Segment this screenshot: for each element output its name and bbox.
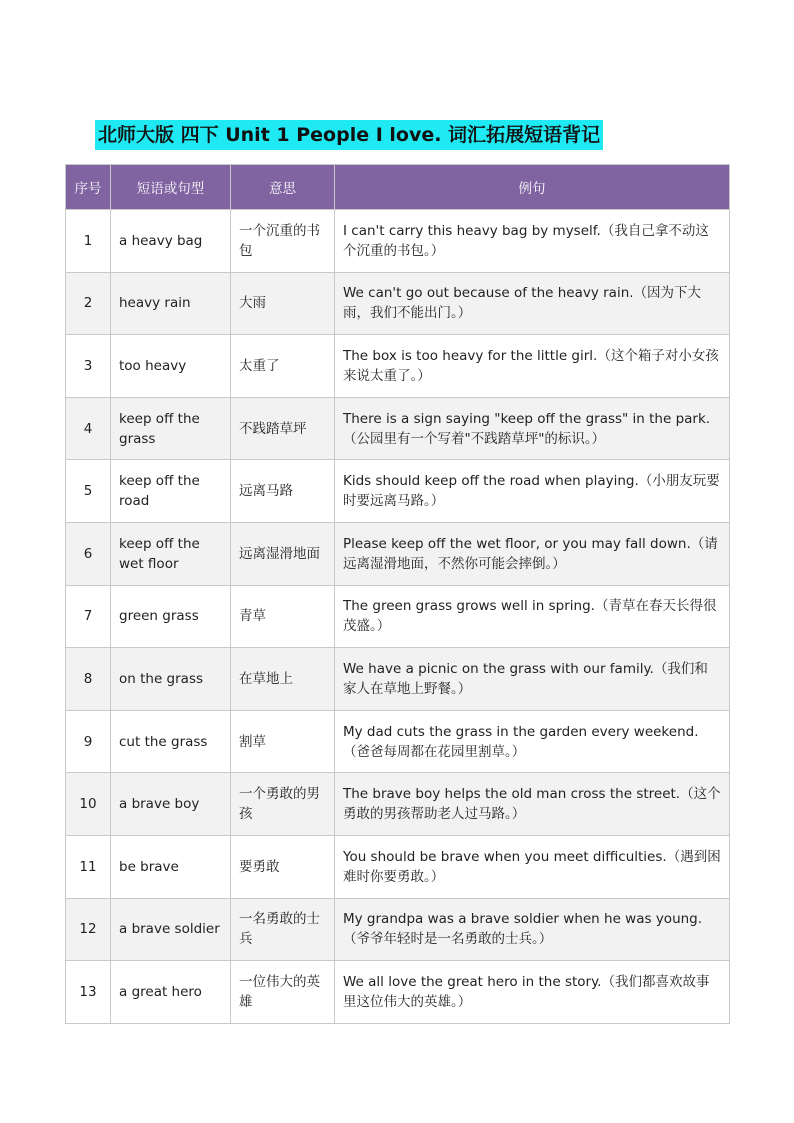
- table-row: [66, 835, 730, 898]
- header-example: 例句: [335, 165, 730, 210]
- table-header: [66, 165, 730, 210]
- row-phrase: keep off the wet floor: [111, 522, 231, 585]
- row-number: 12: [66, 898, 111, 961]
- row-meaning: 太重了: [231, 335, 335, 398]
- table-row: [66, 710, 730, 773]
- row-number: 2: [66, 272, 111, 335]
- row-example: We all love the great hero in the story.（我们都喜欢故事里这位伟大的英雄。）: [335, 961, 730, 1024]
- row-meaning: 远离湿滑地面: [231, 522, 335, 585]
- table-row: [66, 210, 730, 273]
- row-number: 4: [66, 397, 111, 460]
- table-row: [66, 961, 730, 1024]
- row-meaning: 一名勇敢的士兵: [231, 898, 335, 961]
- table-row: [66, 335, 730, 398]
- row-phrase: cut the grass: [111, 710, 231, 773]
- table-row: [66, 397, 730, 460]
- row-meaning: 大雨: [231, 272, 335, 335]
- header-meaning: 意思: [231, 165, 335, 210]
- table-row: [66, 773, 730, 836]
- row-phrase: heavy rain: [111, 272, 231, 335]
- row-meaning: 不践踏草坪: [231, 397, 335, 460]
- row-meaning: 一位伟大的英雄: [231, 961, 335, 1024]
- table-row: [66, 272, 730, 335]
- row-meaning: 远离马路: [231, 460, 335, 523]
- header-number: 序号: [66, 165, 111, 210]
- row-meaning: 一个沉重的书包: [231, 210, 335, 273]
- header-row: [66, 165, 730, 210]
- row-number: 5: [66, 460, 111, 523]
- row-phrase: too heavy: [111, 335, 231, 398]
- row-phrase: a brave boy: [111, 773, 231, 836]
- row-number: 9: [66, 710, 111, 773]
- row-meaning: 青草: [231, 585, 335, 648]
- table-row: [66, 898, 730, 961]
- row-meaning: 要勇敢: [231, 835, 335, 898]
- row-example: The box is too heavy for the little girl.（这个箱子对小女孩来说太重了。）: [335, 335, 730, 398]
- row-example: The brave boy helps the old man cross the street.（这个勇敢的男孩帮助老人过马路。）: [335, 773, 730, 836]
- row-number: 7: [66, 585, 111, 648]
- row-example: We have a picnic on the grass with our family.（我们和家人在草地上野餐。）: [335, 648, 730, 711]
- table-body: [66, 210, 730, 1024]
- row-number: 8: [66, 648, 111, 711]
- row-phrase: on the grass: [111, 648, 231, 711]
- row-example: Kids should keep off the road when playing.（小朋友玩要时要远离马路。）: [335, 460, 730, 523]
- row-phrase: a brave soldier: [111, 898, 231, 961]
- row-meaning: 一个勇敢的男孩: [231, 773, 335, 836]
- table-row: [66, 522, 730, 585]
- row-phrase: keep off the grass: [111, 397, 231, 460]
- row-example: We can't go out because of the heavy rain.（因为下大雨，我们不能出门。）: [335, 272, 730, 335]
- row-example: My dad cuts the grass in the garden every weekend.（爸爸每周都在花园里割草。）: [335, 710, 730, 773]
- row-example: My grandpa was a brave soldier when he was young.（爷爷年轻时是一名勇敢的士兵。）: [335, 898, 730, 961]
- row-phrase: keep off the road: [111, 460, 231, 523]
- row-phrase: be brave: [111, 835, 231, 898]
- row-phrase: green grass: [111, 585, 231, 648]
- row-phrase: a heavy bag: [111, 210, 231, 273]
- vocabulary-table: [65, 164, 730, 1024]
- row-meaning: 割草: [231, 710, 335, 773]
- row-number: 3: [66, 335, 111, 398]
- row-number: 11: [66, 835, 111, 898]
- row-phrase: a great hero: [111, 961, 231, 1024]
- row-number: 6: [66, 522, 111, 585]
- row-number: 13: [66, 961, 111, 1024]
- row-number: 1: [66, 210, 111, 273]
- row-example: The green grass grows well in spring.（青草在春天长得很茂盛。）: [335, 585, 730, 648]
- row-example: You should be brave when you meet difficulties.（遇到困难时你要勇敢。）: [335, 835, 730, 898]
- row-meaning: 在草地上: [231, 648, 335, 711]
- header-phrase: 短语或句型: [111, 165, 231, 210]
- row-example: I can't carry this heavy bag by myself.（我自己拿不动这个沉重的书包。）: [335, 210, 730, 273]
- document-title: 北师大版 四下 Unit 1 People I love. 词汇拓展短语背记: [95, 120, 603, 150]
- table-row: [66, 585, 730, 648]
- table-row: [66, 648, 730, 711]
- table-row: [66, 460, 730, 523]
- row-example: Please keep off the wet floor, or you may fall down.（请远离湿滑地面，不然你可能会摔倒。）: [335, 522, 730, 585]
- row-example: There is a sign saying "keep off the grass" in the park.（公园里有一个写着"不践踏草坪"的标识。）: [335, 397, 730, 460]
- row-number: 10: [66, 773, 111, 836]
